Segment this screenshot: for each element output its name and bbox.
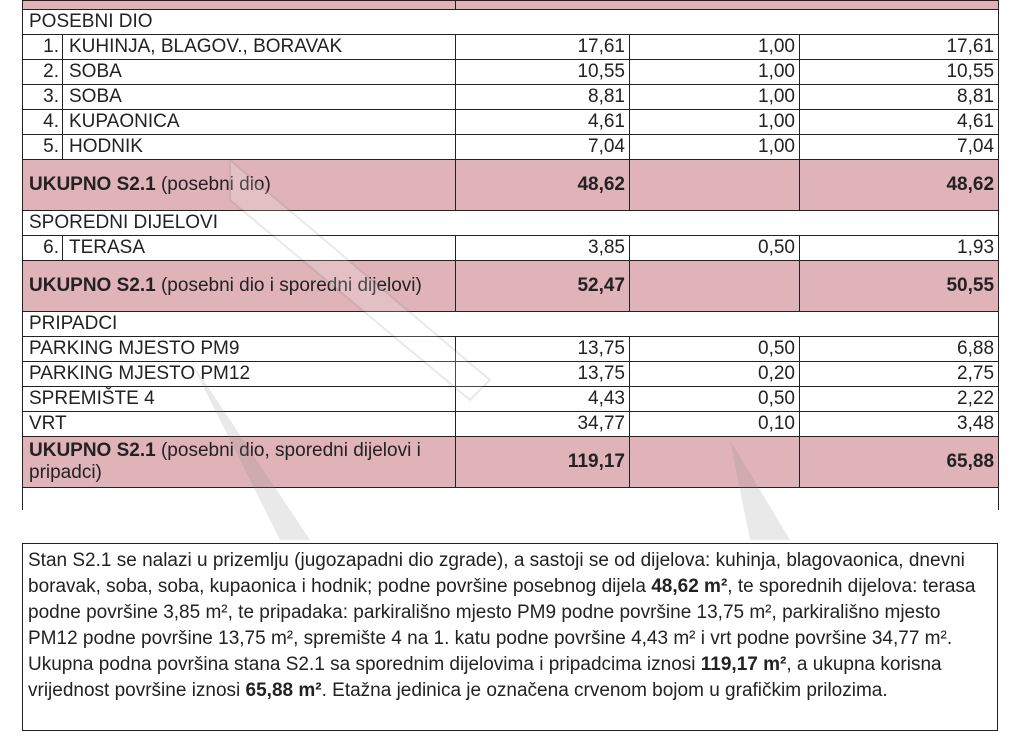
row-coef: 1,00 xyxy=(630,85,800,110)
area-table xyxy=(22,0,999,510)
table-row xyxy=(23,387,999,412)
row-useful: 6,88 xyxy=(800,337,999,362)
row-area: 10,55 xyxy=(456,60,630,85)
row-area: 4,43 xyxy=(456,387,630,412)
row-name: HODNIK xyxy=(63,135,456,160)
total-coef-empty xyxy=(630,437,800,488)
row-coef: 0,20 xyxy=(630,362,800,387)
total-area: 48,62 xyxy=(456,160,630,211)
total-label xyxy=(23,160,456,211)
row-useful: 4,61 xyxy=(800,110,999,135)
total-label xyxy=(23,261,456,312)
row-useful: 2,75 xyxy=(800,362,999,387)
row-coef: 0,50 xyxy=(630,337,800,362)
total-coef-empty xyxy=(630,261,800,312)
row-name: SOBA xyxy=(63,60,456,85)
row-coef: 1,00 xyxy=(630,110,800,135)
section-title: PRIPADCI xyxy=(23,312,999,337)
table-row xyxy=(23,35,999,60)
section-header-sporedni xyxy=(23,211,999,236)
row-area: 7,04 xyxy=(456,135,630,160)
total-label-rest: (posebni dio i sporedni dijelovi) xyxy=(155,275,422,296)
total-useful: 48,62 xyxy=(800,160,999,211)
total-area: 119,17 xyxy=(456,437,630,488)
total-label-bold: UKUPNO S2.1 xyxy=(29,275,156,296)
row-coef: 1,00 xyxy=(630,35,800,60)
row-index: 4. xyxy=(23,110,63,135)
total-row-sporedni xyxy=(23,261,999,312)
total-coef-empty xyxy=(630,160,800,211)
row-name: SPREMIŠTE 4 xyxy=(23,387,456,412)
row-useful: 10,55 xyxy=(800,60,999,85)
table-row xyxy=(23,362,999,387)
row-index: 1. xyxy=(23,35,63,60)
row-useful: 1,93 xyxy=(800,236,999,261)
total-useful: 65,88 xyxy=(800,437,999,488)
section-title: POSEBNI DIO xyxy=(23,10,999,35)
row-useful: 2,22 xyxy=(800,387,999,412)
table-top-row xyxy=(23,1,999,10)
table-row xyxy=(23,412,999,437)
row-area: 8,81 xyxy=(456,85,630,110)
description-paragraph: Stan S2.1 se nalazi u prizemlju (jugozapadni dio zgrade), a sastoji se od dijelova: kuhinja, blagovaonica, dnevni boravak, soba, soba, kupaonica i hodnik; podne površine posebnog dijela 48,62 m², te sporednih dijelova: terasa podne površine 3,85 m², te pripadaka: parkirališno mjesto PM9 podne površine 13,75 m², parkirališno mjesto PM12 podne površine 13,75 m², spremište 4 na 1. katu podne površine 4,43 m² i vrt podne površine 34,77 m². Ukupna podna površina stana S2.1 sa sporednim dijelovima i pripadcima iznosi 119,17 m², a ukupna korisna vrijednost površine iznosi 65,88 m². Etažna jedinica je označena crvenom bojom u grafičkim prilozima. xyxy=(22,543,998,731)
row-name: KUHINJA, BLAGOV., BORAVAK xyxy=(63,35,456,60)
row-coef: 1,00 xyxy=(630,135,800,160)
table-row xyxy=(23,337,999,362)
total-row-pripadci xyxy=(23,437,999,488)
row-area: 3,85 xyxy=(456,236,630,261)
row-index: 3. xyxy=(23,85,63,110)
row-useful: 17,61 xyxy=(800,35,999,60)
table-row xyxy=(23,60,999,85)
row-index: 2. xyxy=(23,60,63,85)
table-row xyxy=(23,85,999,110)
total-label-bold: UKUPNO S2.1 xyxy=(29,174,156,195)
row-name: VRT xyxy=(23,412,456,437)
row-useful: 7,04 xyxy=(800,135,999,160)
row-index: 5. xyxy=(23,135,63,160)
row-area: 17,61 xyxy=(456,35,630,60)
total-label xyxy=(23,437,456,488)
row-name: TERASA xyxy=(63,236,456,261)
row-useful: 3,48 xyxy=(800,412,999,437)
row-coef: 0,10 xyxy=(630,412,800,437)
row-area: 13,75 xyxy=(456,337,630,362)
desc-area-useful: 65,88 m² xyxy=(245,680,322,701)
desc-area-posebni: 48,62 m² xyxy=(651,576,728,597)
section-header-pripadci xyxy=(23,312,999,337)
total-label-rest: (posebni dio) xyxy=(155,174,271,195)
row-coef: 1,00 xyxy=(630,60,800,85)
row-name: KUPAONICA xyxy=(63,110,456,135)
row-index: 6. xyxy=(23,236,63,261)
table-row xyxy=(23,110,999,135)
total-row-posebni xyxy=(23,160,999,211)
row-name: PARKING MJESTO PM12 xyxy=(23,362,456,387)
row-area: 34,77 xyxy=(456,412,630,437)
row-useful: 8,81 xyxy=(800,85,999,110)
row-area: 4,61 xyxy=(456,110,630,135)
total-useful: 50,55 xyxy=(800,261,999,312)
table-row xyxy=(23,135,999,160)
area-table-wrapper xyxy=(22,0,998,510)
total-area: 52,47 xyxy=(456,261,630,312)
total-label-rest: (posebni dio, sporedni dijelovi i pripadci) xyxy=(29,440,421,483)
row-coef: 0,50 xyxy=(630,236,800,261)
table-row xyxy=(23,236,999,261)
section-title: SPOREDNI DIJELOVI xyxy=(23,211,999,236)
row-name: PARKING MJESTO PM9 xyxy=(23,337,456,362)
total-label-bold: UKUPNO S2.1 xyxy=(29,440,156,461)
section-header-posebni xyxy=(23,10,999,35)
row-name: SOBA xyxy=(63,85,456,110)
desc-area-total: 119,17 m² xyxy=(700,654,787,675)
row-coef: 0,50 xyxy=(630,387,800,412)
spacer-row xyxy=(23,488,999,511)
row-area: 13,75 xyxy=(456,362,630,387)
